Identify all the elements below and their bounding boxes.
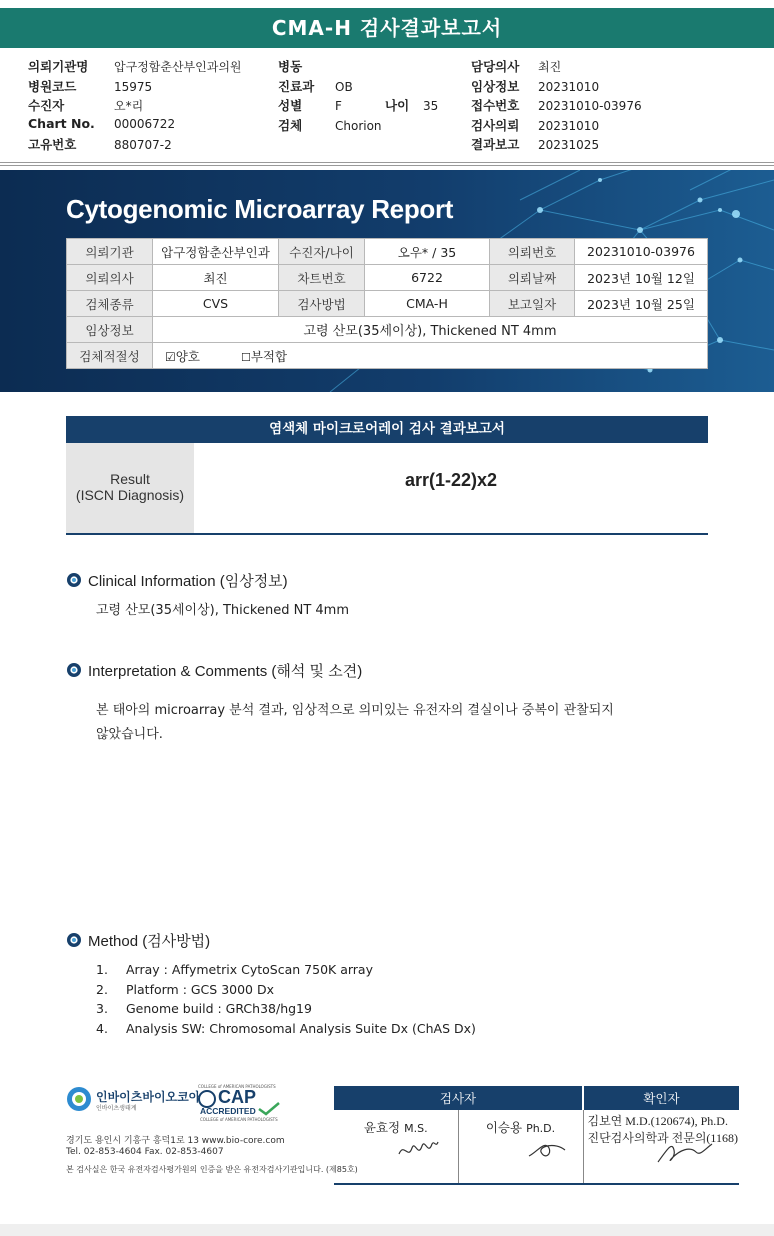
header-value: 최진 xyxy=(538,60,562,74)
info-key: 검체적절성 xyxy=(67,343,153,369)
header-value: 880707-2 xyxy=(114,138,172,153)
section-bullet-icon xyxy=(66,932,82,948)
info-value: 20231010-03976 xyxy=(575,239,708,265)
result-box xyxy=(66,443,708,535)
info-key: 임상정보 xyxy=(67,317,153,343)
company-address: 경기도 용인시 기흥구 흥덕1로 13 www.bio-core.com xyxy=(66,1136,285,1146)
company-name: 인바이츠바이오코아 xyxy=(96,1090,201,1104)
adequacy-options xyxy=(153,343,708,369)
checked-box-icon: ☑ xyxy=(165,349,176,364)
header-label: 임상정보 xyxy=(471,78,520,94)
method-list xyxy=(66,960,476,1038)
header-value: F xyxy=(335,99,342,114)
header-label: 고유번호 xyxy=(28,137,77,153)
adequacy-good-option xyxy=(165,347,237,365)
method-item xyxy=(66,999,476,1019)
header-left-block xyxy=(28,57,242,155)
iscn-diagnosis: arr(1-22)x2 xyxy=(404,470,498,490)
method-item-text: Array : Affymetrix CytoScan 750K array xyxy=(126,962,373,977)
confirm-header: 확인자 xyxy=(583,1086,739,1110)
header-value: Chorion xyxy=(335,118,382,133)
cap-text: CAP xyxy=(218,1087,257,1107)
header-divider xyxy=(0,162,774,163)
method-item-text: Analysis SW: Chromosomal Analysis Suite Dx (ChAS Dx) xyxy=(126,1020,476,1036)
adequacy-bad-label: 부적합 xyxy=(250,348,288,364)
header-label: 병동 xyxy=(278,59,303,74)
method-item xyxy=(66,1019,476,1039)
accreditation-note: 본 검사실은 한국 유전자검사평가원의 인증을 받은 유전자검사기관입니다. (제85호) xyxy=(66,1165,358,1174)
cap-bottom-text: COLLEGE of AMERICAN PATHOLOGISTS xyxy=(200,1117,278,1122)
age-value: 35 xyxy=(423,99,439,114)
info-row xyxy=(67,291,708,317)
section-title-bar xyxy=(66,416,708,443)
interpretation-line1: 본 태아의 microarray 분석 결과, 임상적으로 의미있는 유전자의 결실이나 중복이 관찰되지 xyxy=(96,703,614,718)
info-key: 보고일자 xyxy=(490,291,575,317)
header-value: 20231010-03976 xyxy=(538,99,642,114)
header-value: 20231025 xyxy=(538,138,600,153)
header-label: 수진자 xyxy=(28,98,65,114)
tester-header: 검사자 xyxy=(334,1086,583,1110)
info-row-clinical xyxy=(67,317,708,343)
info-key: 의뢰기관 xyxy=(67,239,153,265)
method-item-number: 1. xyxy=(96,962,108,977)
report-info-table xyxy=(66,238,708,369)
report-title-bar xyxy=(0,8,774,48)
clinical-info-value: 고령 산모(35세이상), Thickened NT 4mm xyxy=(153,317,708,343)
info-key: 차트번호 xyxy=(279,265,365,291)
info-value: 오우* / 35 xyxy=(365,239,490,265)
interpretation-line2: 않았습니다. xyxy=(96,727,163,742)
clinical-heading xyxy=(66,570,288,591)
result-label-line1: Result xyxy=(110,471,150,487)
info-value: 2023년 10월 25일 xyxy=(575,291,708,317)
header-label: 접수번호 xyxy=(471,98,520,114)
header-value: 15975 xyxy=(114,79,153,94)
info-row xyxy=(67,265,708,291)
info-key: 의뢰의사 xyxy=(67,265,153,291)
info-key: 검사방법 xyxy=(279,291,365,317)
info-row-adequacy xyxy=(67,343,708,369)
confirm-line1: 김보연 M.D.(120674), Ph.D. xyxy=(587,1114,728,1128)
method-item-text: Platform : GCS 3000 Dx xyxy=(126,981,275,997)
info-key: 의뢰번호 xyxy=(490,239,575,265)
signature-table xyxy=(334,1086,739,1185)
report-title: CMA-H 검사결과보고서 xyxy=(271,16,503,40)
method-heading-text: Method (검사방법) xyxy=(88,933,211,950)
info-key: 검체종류 xyxy=(67,291,153,317)
interpretation-heading xyxy=(66,660,362,681)
age-label: 나이 xyxy=(385,98,410,114)
header-value: 20231010 xyxy=(538,118,600,133)
tester1-title: M.S. xyxy=(404,1122,428,1135)
info-key: 수진자/나이 xyxy=(279,239,365,265)
empty-box-icon: ☐ xyxy=(240,350,251,364)
company-tel: Tel. 02-853-4604 Fax. 02-853-4607 xyxy=(66,1147,224,1157)
header-value: 오*리 xyxy=(114,99,144,114)
header-label: 결과보고 xyxy=(471,137,520,153)
method-item xyxy=(66,980,476,1000)
method-heading xyxy=(66,930,210,951)
info-value: 6722 xyxy=(365,265,490,291)
section-title: 염색체 마이크로어레이 검사 결과보고서 xyxy=(269,421,505,437)
header-value: OB xyxy=(335,79,353,94)
header-value: 00006722 xyxy=(114,116,176,131)
header-label: 성별 xyxy=(278,98,303,114)
clinical-text: 고령 산모(35세이상), Thickened NT 4mm xyxy=(96,603,350,618)
info-value: 압구정함춘산부인과 xyxy=(153,239,279,265)
header-label: 검체 xyxy=(278,117,303,133)
header-label: 검사의뢰 xyxy=(471,117,520,133)
method-item-number: 2. xyxy=(96,981,108,997)
confirm-line2: 진단검사의학과 전문의(1168) xyxy=(587,1131,738,1145)
info-value: CVS xyxy=(153,291,279,317)
signature-header-row xyxy=(334,1086,739,1110)
interpretation-heading-text: Interpretation & Comments (해석 및 소견) xyxy=(88,663,363,680)
confirm-cell xyxy=(583,1110,739,1184)
adequacy-good-label: 양호 xyxy=(175,348,200,364)
tester2-title: Ph.D. xyxy=(526,1122,556,1135)
header-right-block xyxy=(471,57,642,155)
check-mark-icon xyxy=(258,1102,280,1116)
cap-accredited-text: ACCREDITED xyxy=(200,1106,256,1116)
report-banner xyxy=(0,170,774,392)
method-item-number: 3. xyxy=(96,1001,108,1016)
signature-row xyxy=(334,1110,739,1184)
info-value: 2023년 10월 12일 xyxy=(575,265,708,291)
header-label: 의뢰기관명 xyxy=(28,59,89,74)
info-key: 의뢰날짜 xyxy=(490,265,575,291)
adequacy-bad-option xyxy=(241,349,287,364)
tester2-signature xyxy=(525,1134,569,1164)
cap-top-text: COLLEGE of AMERICAN PATHOLOGISTS xyxy=(198,1084,276,1089)
tester1-signature xyxy=(396,1134,440,1164)
clinical-heading-text: Clinical Information (임상정보) xyxy=(88,573,288,590)
company-logo-icon xyxy=(66,1086,92,1112)
header-value: 압구정함춘산부인과의원 xyxy=(114,60,242,74)
company-subtitle: 인바이츠생태계 xyxy=(96,1105,137,1112)
cap-accredited-logo xyxy=(198,1084,288,1128)
header-mid-block xyxy=(278,57,438,135)
header-value: 20231010 xyxy=(538,79,600,94)
header-divider xyxy=(0,165,774,166)
header-label: 진료과 xyxy=(278,78,315,94)
info-value: 최진 xyxy=(153,265,279,291)
result-label xyxy=(66,443,194,533)
cma-report-title: Cytogenomic Microarray Report xyxy=(66,194,454,224)
confirm-signature xyxy=(654,1138,714,1168)
tester1-name: 윤효정 xyxy=(363,1120,401,1135)
method-item-text: Genome build : GRCh38/hg19 xyxy=(126,1001,312,1016)
header-label: Chart No. xyxy=(28,115,95,131)
method-item-number: 4. xyxy=(96,1020,108,1036)
section-bullet-icon xyxy=(66,572,82,588)
header-label: 병원코드 xyxy=(28,78,77,94)
info-value: CMA-H xyxy=(365,291,490,317)
method-item xyxy=(66,960,476,980)
section-bullet-icon xyxy=(66,662,82,678)
result-label-line2: (ISCN Diagnosis) xyxy=(75,487,185,503)
tester1-cell xyxy=(334,1110,458,1184)
tester2-cell xyxy=(458,1110,583,1184)
header-label: 담당의사 xyxy=(471,59,520,74)
page-bottom-strip xyxy=(0,1224,774,1236)
info-row xyxy=(67,239,708,265)
tester2-name: 이승용 xyxy=(485,1120,523,1135)
